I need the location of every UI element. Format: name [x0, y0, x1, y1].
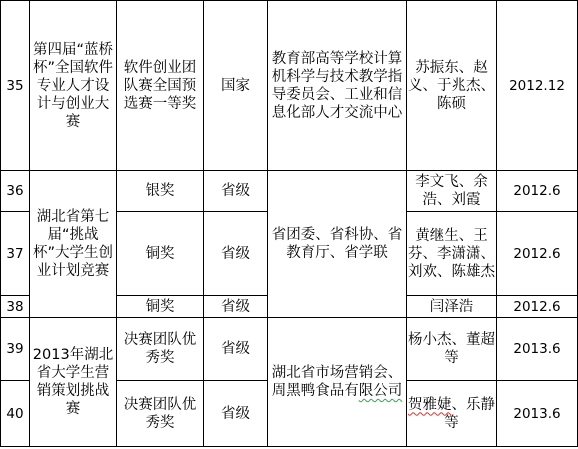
- winners: [407, 381, 497, 447]
- award-date: 2013.6: [497, 381, 578, 447]
- competition-name: 第四届“蓝桥杯”全国软件专业人才设计与创业大赛: [30, 1, 117, 171]
- row-number: 40: [1, 381, 30, 447]
- table-row: [1, 171, 578, 212]
- competition-name: 湖北省第七届“挑战杯”大学生创业计划竞赛: [30, 171, 117, 318]
- row-number: 37: [1, 212, 30, 296]
- organizer: [268, 318, 407, 447]
- award-name: 铜奖: [117, 212, 204, 296]
- award-name: 决赛团队优秀奖: [117, 381, 204, 447]
- table-row: [1, 318, 578, 381]
- award-date: 2012.6: [497, 212, 578, 296]
- award-date: 2012.12: [497, 1, 578, 171]
- award-level: 省级: [204, 381, 268, 447]
- competition-name: 2013年湖北省大学生营销策划挑战赛: [30, 318, 117, 447]
- award-date: 2013.6: [497, 318, 578, 381]
- winners: 闫泽浩: [407, 296, 497, 318]
- winners: 李文飞、余浩、刘霞: [407, 171, 497, 212]
- award-date: 2012.6: [497, 171, 578, 212]
- award-name: 铜奖: [117, 296, 204, 318]
- award-level: 省级: [204, 296, 268, 318]
- organizer-part: 限公司: [358, 383, 403, 399]
- organizer: 教育部高等学校计算机科学与技术教学指导委员会、工业和信息化部人才交流中心: [268, 1, 407, 171]
- winners-part: 贺雅婕: [408, 396, 452, 413]
- table-row: [1, 1, 578, 171]
- organizer-part: 湖北省市场营销会、周黑鸭食品有: [271, 365, 403, 399]
- row-number: 39: [1, 318, 30, 381]
- award-level: 省级: [204, 171, 268, 212]
- winners: 苏振东、赵义、于兆杰、陈硕: [407, 1, 497, 171]
- award-date: 2012.6: [497, 296, 578, 318]
- organizer: 省团委、省科协、省教育厅、省学联: [268, 171, 407, 318]
- award-name: 决赛团队优秀奖: [117, 318, 204, 381]
- award-name: 软件创业团队赛全国预选赛一等奖: [117, 1, 204, 171]
- winners: 杨小杰、董超等: [407, 318, 497, 381]
- winners-part: 、乐静等: [444, 396, 495, 431]
- award-level: 国家: [204, 1, 268, 171]
- row-number: 35: [1, 1, 30, 171]
- award-level: 省级: [204, 318, 268, 381]
- award-name: 银奖: [117, 171, 204, 212]
- winners: 黄继生、王芬、李潇潇、刘欢、陈雄杰: [407, 212, 497, 296]
- award-level: 省级: [204, 212, 268, 296]
- row-number: 36: [1, 171, 30, 212]
- row-number: 38: [1, 296, 30, 318]
